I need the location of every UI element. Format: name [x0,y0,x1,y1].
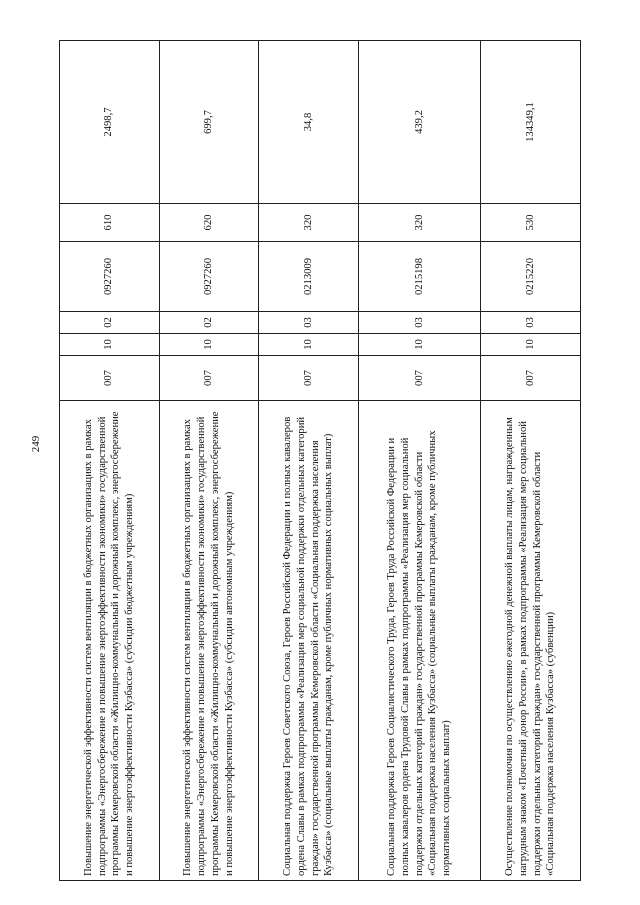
section-code: 10 [159,334,259,356]
target-article-code: 0927260 [159,242,259,312]
target-article-code: 0215220 [481,242,581,312]
rotated-page [59,43,581,881]
row-description: Социальная поддержка Героев Социалистического Труда, Героев Труда Российской Федерации и полных кавалеров ордена Трудовой Славы в рамках подпрограммы «Реализация мер социальной поддержки отдельных категорий граждан» государственной программы Кемеровской области «Социальная поддержка населения Кузбасса» (социальные выплаты гражданам, кроме публичных нормативных социальных выплат) [358,401,480,881]
subsection-code: 03 [358,312,480,334]
row-description: Социальная поддержка Героев Советского Союза, Героев Российской Федерации и полных кавалеров ордена Славы в рамках подпрограммы «Реализация мер социальной поддержки отдельных категорий граждан» государственной программы Кемеровской области «Социальная поддержка населения Кузбасса» (социальные выплаты гражданам, кроме публичных нормативных социальных выплат) [259,401,359,881]
budget-table [59,40,581,881]
amount: 34,8 [259,41,359,204]
amount: 2498,7 [60,41,160,204]
table-row [481,41,581,881]
subsection-code: 02 [159,312,259,334]
page-number: 249 [30,435,42,453]
subsection-code: 03 [259,312,359,334]
table-row [159,41,259,881]
target-article-code: 0215198 [358,242,480,312]
expense-type-code: 320 [358,204,480,242]
table-row [259,41,359,881]
ved-code: 007 [481,356,581,401]
table-row [358,41,480,881]
expense-type-code: 320 [259,204,359,242]
ved-code: 007 [60,356,160,401]
ved-code: 007 [358,356,480,401]
section-code: 10 [259,334,359,356]
expense-type-code: 530 [481,204,581,242]
subsection-code: 03 [481,312,581,334]
target-article-code: 0213009 [259,242,359,312]
amount: 699,7 [159,41,259,204]
amount: 439,2 [358,41,480,204]
table-row [60,41,160,881]
expense-type-code: 610 [60,204,160,242]
section-code: 10 [481,334,581,356]
expense-type-code: 620 [159,204,259,242]
row-description: Осуществление полномочия по осуществлению ежегодной денежной выплаты лицам, награжденным нагрудным знаком «Почетный донор России», в рамках подпрограммы «Реализация мер социальной поддержки отдельных категорий граждан» государственной программы Кемеровской области «Социальная поддержка населения Кузбасса» (субвенции) [481,401,581,881]
amount: 134349,1 [481,41,581,204]
section-code: 10 [358,334,480,356]
row-description: Повышение энергетической эффективности систем вентиляции в бюджетных организациях в рамках подпрограммы «Энергосбережение и повышение энергоэффективности экономики» государственной программы Кемеровской области «Жилищно-коммунальный и дорожный комплекс, энергосбережение и повышение энергоэффективности Кузбасса» (субсидии автономным учреждениям) [159,401,259,881]
subsection-code: 02 [60,312,160,334]
target-article-code: 0927260 [60,242,160,312]
row-description: Повышение энергетической эффективности систем вентиляции в бюджетных организациях в рамках подпрограммы «Энергосбережение и повышение энергоэффективности экономики» государственной программы Кемеровской области «Жилищно-коммунальный и дорожный комплекс, энергосбережение и повышение энергоэффективности Кузбасса» (субсидии бюджетным учреждениям) [60,401,160,881]
section-code: 10 [60,334,160,356]
ved-code: 007 [259,356,359,401]
ved-code: 007 [159,356,259,401]
